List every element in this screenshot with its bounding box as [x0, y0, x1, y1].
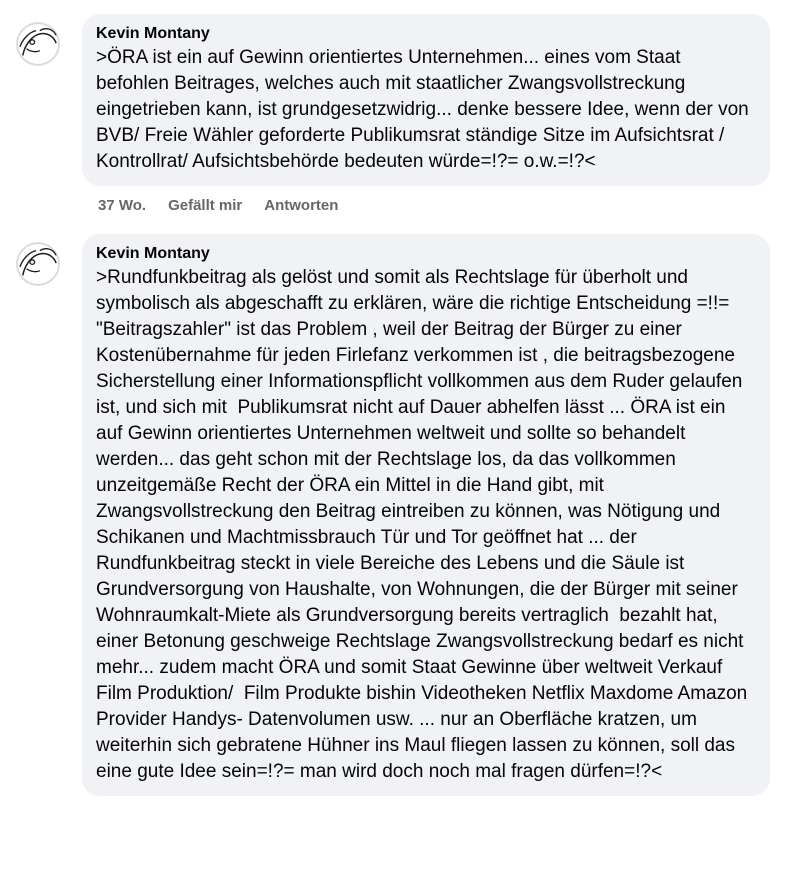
comment-separator — [16, 220, 770, 234]
avatar[interactable] — [16, 22, 60, 66]
comment-item — [16, 14, 770, 216]
comment-author[interactable]: Kevin Montany — [96, 245, 210, 262]
user-profile-icon — [17, 243, 59, 285]
comment-timestamp[interactable]: 37 Wo. — [98, 196, 147, 214]
comment-bubble — [82, 234, 770, 796]
comment-item — [16, 234, 770, 796]
like-button[interactable]: Gefällt mir — [168, 196, 243, 214]
comment-body — [68, 234, 770, 796]
reply-button[interactable]: Antworten — [264, 196, 339, 214]
comment-bubble — [82, 14, 770, 186]
avatar-container — [16, 234, 68, 286]
comment-actions — [82, 186, 770, 216]
avatar-container — [16, 14, 68, 66]
user-profile-icon — [17, 23, 59, 65]
comment-text: >ÖRA ist ein auf Gewinn orientiertes Unternehmen... eines vom Staat befohlen Beitrages, welches auch mit staatlicher Zwangsvollstreckung eingetrieben kann, ist grundgesetzwidrig... denke bessere Idee, wenn der von BVB/ Freie Wähler geforderte Publikumsrat ständige Sitze im Aufsichtsrat / Kontrollrat/ Aufsichtsbehörde bedeuten würde=!?= o.w.=!?< — [96, 47, 755, 172]
avatar[interactable] — [16, 242, 60, 286]
comment-body — [68, 14, 770, 216]
comment-author[interactable]: Kevin Montany — [96, 25, 210, 42]
comment-text: >Rundfunkbeitrag als gelöst und somit als Rechtslage für überholt und symbolisch als abgeschafft zu erklären, wäre die richtige Entscheidung =!!= "Beitragszahler" ist das Problem , weil der Beitrag der Bürger zu einer Kostenübernahme für jeden Firlefanz verkommen ist , die beitragsbezogene Sicherstellung einer Informationspflicht vollkommen aus dem Ruder gelaufen ist, und sich mit Publikumsrat nicht auf Dauer abhelfen lässt ... ÖRA ist ein auf Gewinn orientiertes Unternehmen weltweit und sollte so behandelt werden... das geht schon mit der Rechtslage los, da das vollkommen unzeitgemäße Recht der ÖRA ein Mittel in die Hand gibt, mit Zwangsvollstreckung den Beitrag eintreiben zu können, was Nötigung und Schikanen und Machtmissbrauch Tür und Tor geöffnet hat ... der Rundfunkbeitrag steckt in viele Bereiche des Lebens und die Säule ist Grundversorgung von Haushalte, von Wohnungen, die der Bürger mit seiner Wohnraumkalt-Miete als Grundversorgung bereits vertraglich bezahlt hat, einer Betonung geschweige Rechtslage Zwangsvollstreckung bedarf es nicht mehr... zudem macht ÖRA und somit Staat Gewinne über weltweit Verkauf Film Produktion/ Film Produkte bishin Videotheken Netflix Maxdome Amazon Provider Handys- Datenvolumen usw. ... nur an Oberfläche kratzen, um weiterhin sich gebratene Hühner ins Maul fliegen lassen zu können, soll das eine gute Idee sein=!?= man wird doch noch mal fragen dürfen=!?< — [96, 267, 753, 782]
